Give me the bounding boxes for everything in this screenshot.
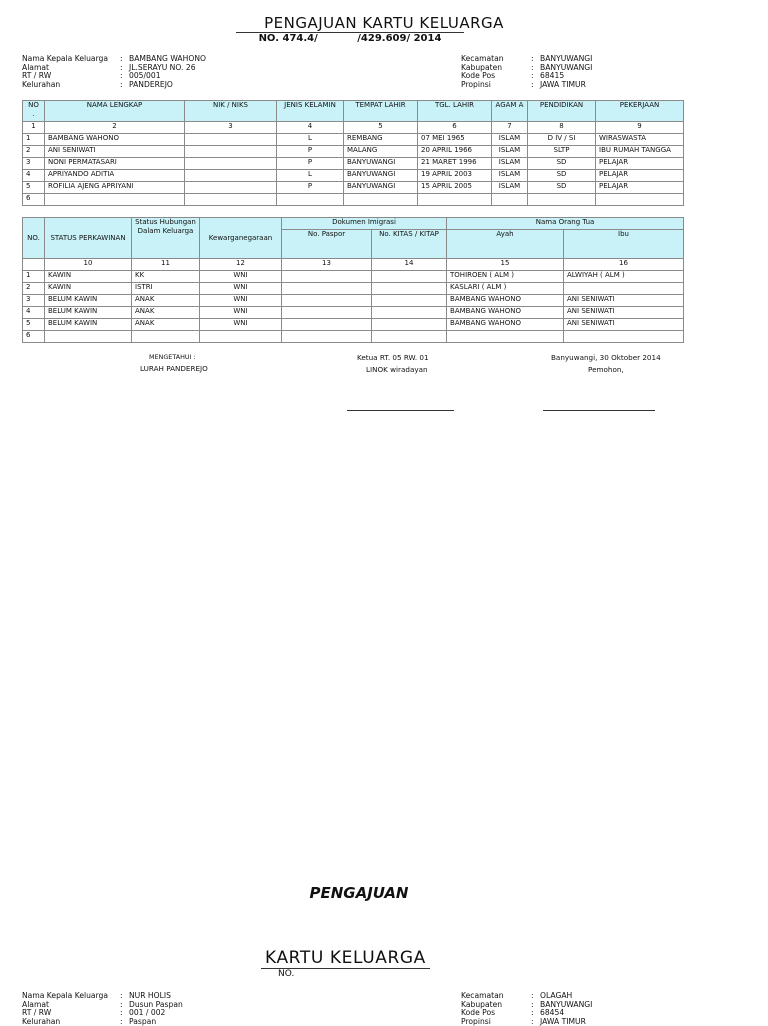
table-cell: 5 bbox=[23, 182, 45, 194]
mengetahui-label: MENGETAHUI : bbox=[149, 353, 196, 361]
table-cell: IBU RUMAH TANGGA bbox=[596, 146, 684, 158]
table-cell: WNI bbox=[200, 271, 282, 283]
table-cell: P bbox=[277, 182, 344, 194]
table-cell: WNI bbox=[200, 307, 282, 319]
table-row bbox=[23, 295, 684, 307]
info-label: Nama Kepala Keluarga bbox=[22, 54, 109, 63]
info-value: BANYUWANGI bbox=[540, 999, 593, 1009]
table-cell: NONI PERMATASARI bbox=[45, 158, 185, 170]
table-cell: BAMBANG WAHONO bbox=[447, 307, 564, 319]
table-cell: L bbox=[277, 170, 344, 182]
page2-head-left-info bbox=[22, 992, 183, 1026]
info-value: JL.SERAYU NO. 26 bbox=[129, 62, 196, 72]
column-number-row bbox=[23, 259, 684, 271]
table-cell: WIRASWASTA bbox=[596, 134, 684, 146]
table-cell: 15 APRIL 2005 bbox=[418, 182, 492, 194]
table-cell: 20 APRIL 1966 bbox=[418, 146, 492, 158]
col-number: 5 bbox=[344, 122, 418, 134]
table-cell: 6 bbox=[23, 331, 45, 343]
info-sep: : bbox=[120, 79, 123, 89]
info-value: JAWA TIMUR bbox=[540, 79, 586, 89]
table-row bbox=[23, 170, 684, 182]
head-left-info bbox=[22, 55, 206, 89]
info-sep: : bbox=[531, 54, 534, 63]
col-header: NAMA LENGKAP bbox=[45, 101, 185, 122]
table-cell bbox=[277, 194, 344, 206]
info-value: NUR HOLIS bbox=[129, 991, 171, 1000]
family-status-body bbox=[23, 271, 684, 343]
info-sep: : bbox=[531, 1008, 534, 1018]
table-cell: PELAJAR bbox=[596, 182, 684, 194]
table-cell bbox=[132, 331, 200, 343]
table-cell: ISLAM bbox=[492, 134, 528, 146]
table-cell: BAMBANG WAHONO bbox=[447, 295, 564, 307]
info-label: Kecamatan bbox=[461, 54, 504, 63]
info-label: Kabupaten bbox=[461, 999, 503, 1009]
table-cell: ANAK bbox=[132, 307, 200, 319]
table-row bbox=[23, 194, 684, 206]
family-members-body bbox=[23, 134, 684, 206]
family-members-table bbox=[22, 100, 684, 206]
table-row bbox=[23, 182, 684, 194]
info-label: Propinsi bbox=[461, 1016, 491, 1026]
col-header-group: Nama Orang Tua bbox=[447, 218, 684, 230]
col-header: AGAM A bbox=[492, 101, 528, 122]
table-cell: 3 bbox=[23, 158, 45, 170]
table-cell: SLTP bbox=[528, 146, 596, 158]
col-header: No. KITAS / KITAP bbox=[372, 230, 447, 259]
table-cell: WNI bbox=[200, 295, 282, 307]
col-header-group: Dokumen Imigrasi bbox=[282, 218, 447, 230]
table-cell: ISLAM bbox=[492, 170, 528, 182]
table-row bbox=[23, 271, 684, 283]
info-sep: : bbox=[120, 1016, 123, 1026]
table-cell: 6 bbox=[23, 194, 45, 206]
table-cell: 2 bbox=[23, 146, 45, 158]
table-cell: BAMBANG WAHONO bbox=[447, 319, 564, 331]
info-value: BANYUWANGI bbox=[540, 54, 593, 63]
col-number: 9 bbox=[596, 122, 684, 134]
table-cell bbox=[45, 331, 132, 343]
col-number: 11 bbox=[132, 259, 200, 271]
col-header: STATUS PERKAWINAN bbox=[45, 218, 132, 259]
table-cell bbox=[185, 170, 277, 182]
table-cell: ISLAM bbox=[492, 182, 528, 194]
table-cell: BELUM KAWIN bbox=[45, 319, 132, 331]
table-cell bbox=[447, 331, 564, 343]
info-value: Dusun Paspan bbox=[129, 999, 183, 1009]
info-sep: : bbox=[120, 54, 123, 63]
info-sep: : bbox=[120, 999, 123, 1009]
col-number: 16 bbox=[564, 259, 684, 271]
table-cell bbox=[185, 194, 277, 206]
info-value: 001 / 002 bbox=[129, 1008, 166, 1018]
table-cell: TOHIROEN ( ALM ) bbox=[447, 271, 564, 283]
table-cell bbox=[282, 319, 372, 331]
table-cell: BANYUWANGI bbox=[344, 170, 418, 182]
table-cell bbox=[282, 307, 372, 319]
family-status-table bbox=[22, 217, 684, 343]
info-row-propinsi bbox=[461, 81, 592, 90]
col-header: PENDIDIKAN bbox=[528, 101, 596, 122]
info-label: Nama Kepala Keluarga bbox=[22, 991, 109, 1000]
col-header: Ibu bbox=[564, 230, 684, 259]
info-value: BANYUWANGI bbox=[540, 62, 593, 72]
info-sep: : bbox=[120, 62, 123, 72]
table-cell bbox=[282, 295, 372, 307]
table-cell bbox=[372, 283, 447, 295]
info-label: Kelurahan bbox=[22, 79, 61, 89]
col-number: 1 bbox=[23, 122, 45, 134]
info-sep: : bbox=[120, 1008, 123, 1018]
document-title: PENGAJUAN KARTU KELUARGA bbox=[264, 14, 504, 32]
table-cell: WNI bbox=[200, 283, 282, 295]
col-header: Ayah bbox=[447, 230, 564, 259]
col-number: 7 bbox=[492, 122, 528, 134]
table-cell: 4 bbox=[23, 307, 45, 319]
col-number-empty bbox=[23, 259, 45, 271]
info-value: PANDEREJO bbox=[129, 79, 173, 89]
col-number: 12 bbox=[200, 259, 282, 271]
col-header: NIK / NIKS bbox=[185, 101, 277, 122]
document-number bbox=[236, 32, 464, 44]
info-value: 68454 bbox=[540, 1008, 565, 1018]
info-sep: : bbox=[531, 71, 534, 81]
info-value: 68415 bbox=[540, 71, 565, 81]
table-cell: BAMBANG WAHONO bbox=[45, 134, 185, 146]
col-header: NO . bbox=[23, 101, 45, 122]
info-label: RT / RW bbox=[22, 1008, 52, 1018]
document-number-prefix: NO. 474.4/ bbox=[258, 33, 318, 44]
table-row bbox=[23, 146, 684, 158]
info-row-kelurahan bbox=[22, 81, 206, 90]
info-sep: : bbox=[531, 991, 534, 1000]
table-cell bbox=[372, 307, 447, 319]
info-label: Kelurahan bbox=[22, 1016, 61, 1026]
table-cell: ANI SENIWATI bbox=[45, 146, 185, 158]
col-number: 8 bbox=[528, 122, 596, 134]
table-cell: L bbox=[277, 134, 344, 146]
info-sep: : bbox=[120, 991, 123, 1000]
table-cell bbox=[282, 271, 372, 283]
head-right-info bbox=[461, 55, 592, 89]
table-cell bbox=[564, 331, 684, 343]
table-cell bbox=[492, 194, 528, 206]
table-cell: SD bbox=[528, 182, 596, 194]
table-cell: 1 bbox=[23, 134, 45, 146]
col-header: No. Paspor bbox=[282, 230, 372, 259]
page2-title: KARTU KELUARGA bbox=[261, 948, 430, 969]
col-number: 10 bbox=[45, 259, 132, 271]
table-cell bbox=[200, 331, 282, 343]
col-number: 4 bbox=[277, 122, 344, 134]
info-sep: : bbox=[531, 79, 534, 89]
col-number: 13 bbox=[282, 259, 372, 271]
table-cell: SD bbox=[528, 158, 596, 170]
table-cell: BANYUWANGI bbox=[344, 158, 418, 170]
page2-number: NO. bbox=[278, 969, 295, 979]
table-cell: WNI bbox=[200, 319, 282, 331]
signature-line-rt bbox=[347, 410, 454, 411]
table-cell: 1 bbox=[23, 271, 45, 283]
col-number: 6 bbox=[418, 122, 492, 134]
table-cell: ISLAM bbox=[492, 146, 528, 158]
info-sep: : bbox=[531, 999, 534, 1009]
table-cell: BELUM KAWIN bbox=[45, 295, 132, 307]
table-cell bbox=[372, 319, 447, 331]
table-cell bbox=[185, 158, 277, 170]
pemohon-label: Pemohon, bbox=[588, 365, 624, 374]
info-value: JAWA TIMUR bbox=[540, 1016, 586, 1026]
table-cell: ISLAM bbox=[492, 158, 528, 170]
table-cell: KAWIN bbox=[45, 271, 132, 283]
info-row-kelurahan bbox=[22, 1018, 183, 1026]
table-cell: PELAJAR bbox=[596, 158, 684, 170]
table-cell: KAWIN bbox=[45, 283, 132, 295]
table-cell: 21 MARET 1996 bbox=[418, 158, 492, 170]
table-cell bbox=[45, 194, 185, 206]
col-number: 3 bbox=[185, 122, 277, 134]
info-value: Paspan bbox=[129, 1016, 157, 1026]
info-label: Alamat bbox=[22, 999, 49, 1009]
table-cell: 2 bbox=[23, 283, 45, 295]
table-cell bbox=[564, 283, 684, 295]
table-cell: ANI SENIWATI bbox=[564, 307, 684, 319]
col-header: JENIS KELAMIN bbox=[277, 101, 344, 122]
table-cell: P bbox=[277, 158, 344, 170]
lurah-label: LURAH PANDEREJO bbox=[140, 364, 208, 373]
table-cell bbox=[185, 182, 277, 194]
column-number-row bbox=[23, 122, 684, 134]
table-row bbox=[23, 283, 684, 295]
table-header-row bbox=[23, 101, 684, 122]
info-label: Propinsi bbox=[461, 79, 491, 89]
info-label: Kabupaten bbox=[461, 62, 503, 72]
info-sep: : bbox=[120, 71, 123, 81]
table-cell: P bbox=[277, 146, 344, 158]
table-cell: 3 bbox=[23, 295, 45, 307]
place-date: Banyuwangi, 30 Oktober 2014 bbox=[551, 353, 661, 362]
info-value: 005/001 bbox=[129, 71, 161, 81]
info-sep: : bbox=[531, 62, 534, 72]
table-row bbox=[23, 307, 684, 319]
table-cell: BELUM KAWIN bbox=[45, 307, 132, 319]
info-value: BAMBANG WAHONO bbox=[129, 54, 206, 63]
table-cell bbox=[185, 134, 277, 146]
table-cell bbox=[282, 283, 372, 295]
ketua-rt-label: Ketua RT. 05 RW. 01 bbox=[357, 353, 429, 362]
col-header: TEMPAT LAHIR bbox=[344, 101, 418, 122]
info-row-propinsi bbox=[461, 1018, 592, 1026]
table-cell: MALANG bbox=[344, 146, 418, 158]
table-cell: ALWIYAH ( ALM ) bbox=[564, 271, 684, 283]
table-cell: 5 bbox=[23, 319, 45, 331]
linok-label: LINOK wiradayan bbox=[366, 365, 428, 374]
table-cell: KK bbox=[132, 271, 200, 283]
table-cell bbox=[528, 194, 596, 206]
page2-head-right-info bbox=[461, 992, 592, 1026]
table-cell: ANI SENIWATI bbox=[564, 319, 684, 331]
col-header: NO. bbox=[23, 218, 45, 259]
table-cell bbox=[185, 146, 277, 158]
table-cell: PELAJAR bbox=[596, 170, 684, 182]
table-cell bbox=[596, 194, 684, 206]
table-cell: KASLARI ( ALM ) bbox=[447, 283, 564, 295]
col-header: PEKERJAAN bbox=[596, 101, 684, 122]
table-cell bbox=[372, 271, 447, 283]
table-cell: 19 APRIL 2003 bbox=[418, 170, 492, 182]
table-cell bbox=[282, 331, 372, 343]
table-cell: BANYUWANGI bbox=[344, 182, 418, 194]
table-cell: 07 MEI 1965 bbox=[418, 134, 492, 146]
document-number-suffix: /429.609/ 2014 bbox=[357, 33, 442, 44]
info-label: Kode Pos bbox=[461, 1008, 496, 1018]
signature-line-pemohon bbox=[543, 410, 655, 411]
table-cell bbox=[418, 194, 492, 206]
table-cell: ANI SENIWATI bbox=[564, 295, 684, 307]
col-number: 15 bbox=[447, 259, 564, 271]
table-cell bbox=[372, 331, 447, 343]
table-cell: ISTRI bbox=[132, 283, 200, 295]
table-cell: ANAK bbox=[132, 295, 200, 307]
col-header: Kewarganegaraan bbox=[200, 218, 282, 259]
info-label: RT / RW bbox=[22, 71, 52, 81]
table-cell: ANAK bbox=[132, 319, 200, 331]
info-label: Kode Pos bbox=[461, 71, 496, 81]
col-header: Status Hubungan Dalam Keluarga bbox=[132, 218, 200, 259]
info-value: OLAGAH bbox=[540, 991, 573, 1000]
page2-pengajuan: PENGAJUAN bbox=[309, 884, 409, 902]
table-cell: D IV / SI bbox=[528, 134, 596, 146]
table-cell bbox=[344, 194, 418, 206]
table-cell: ROFILIA AJENG APRIYANI bbox=[45, 182, 185, 194]
info-label: Alamat bbox=[22, 62, 49, 72]
table-cell: 4 bbox=[23, 170, 45, 182]
table-cell bbox=[372, 295, 447, 307]
table-cell: SD bbox=[528, 170, 596, 182]
table-header-row bbox=[23, 218, 684, 230]
table-row bbox=[23, 331, 684, 343]
table-cell: REMBANG bbox=[344, 134, 418, 146]
col-number: 14 bbox=[372, 259, 447, 271]
table-row bbox=[23, 158, 684, 170]
info-label: Kecamatan bbox=[461, 991, 504, 1000]
table-cell: APRIYANDO ADITIA bbox=[45, 170, 185, 182]
info-sep: : bbox=[531, 1016, 534, 1026]
col-header: TGL. LAHIR bbox=[418, 101, 492, 122]
table-row bbox=[23, 319, 684, 331]
table-row bbox=[23, 134, 684, 146]
col-number: 2 bbox=[45, 122, 185, 134]
